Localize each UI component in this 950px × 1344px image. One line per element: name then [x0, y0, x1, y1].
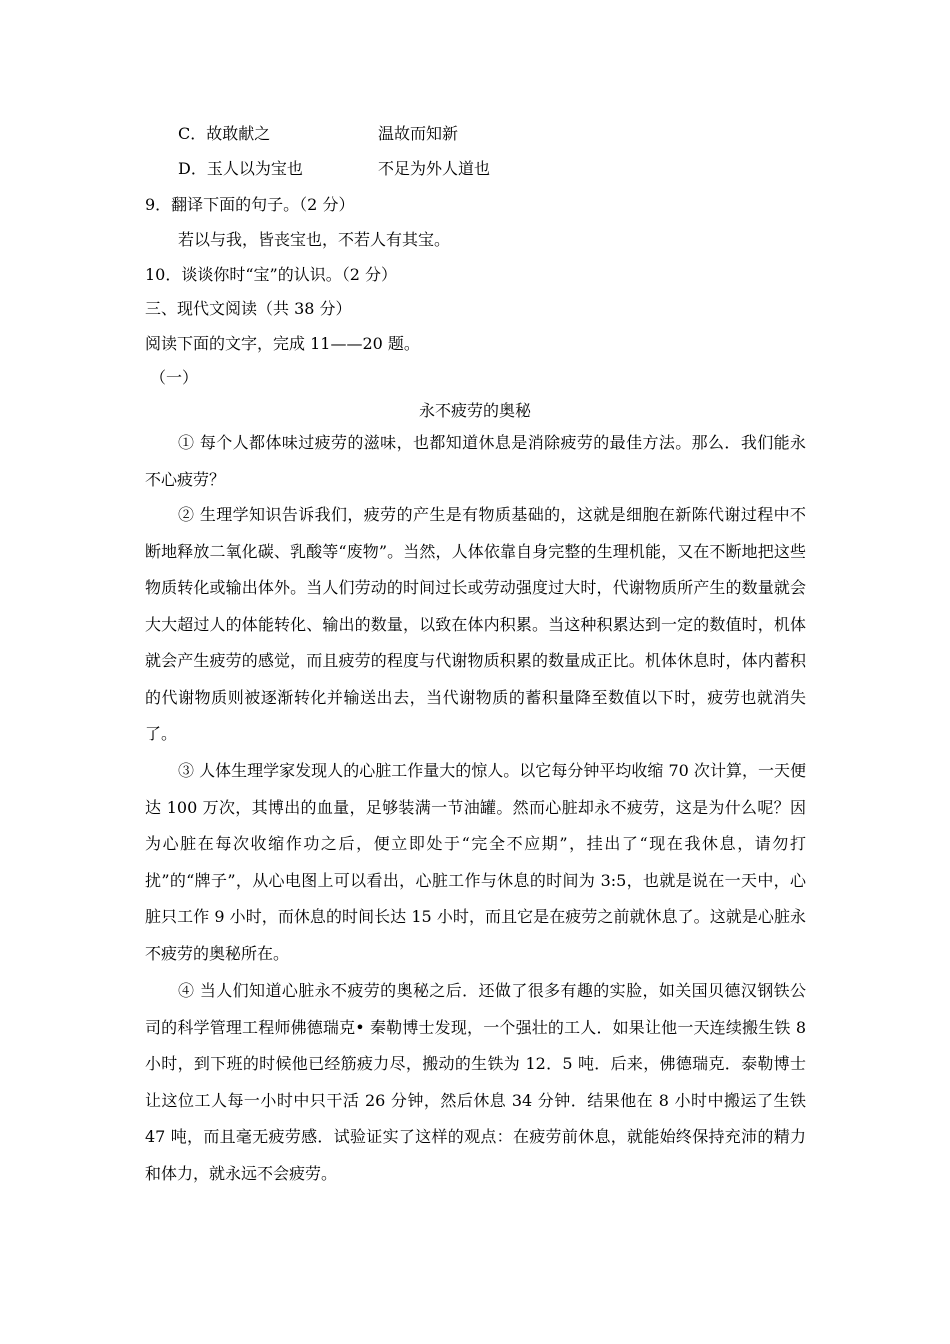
- option-c-right: 温故而知新: [378, 124, 459, 143]
- article-paragraph-4: ④ 当人们知道心脏永不疲劳的奥秘之后．还做了很多有趣的实脸，如关国贝德汉钢铁公司的科学管理工程师佛德瑞克• 秦勒博士发现，一个强壮的工人．如果让他一天连续搬生铁 8 小时，到下班的时候他已经筋疲力尽，搬动的生铁为 12．5 吨．后来，佛德瑞克．泰勒博士让这位工人每一小时中只干活 26 分钟，然后休息 34 分钟．结果他在 8 小时中搬运了生铁 47 吨，而且毫无疲劳感．试验证实了这样的观点：在疲劳前休息，就能始终保持充沛的精力和体力，就永远不会疲劳。: [145, 981, 806, 1183]
- question-10: 10．谈谈你时“宝”的认识。（2 分）: [145, 265, 397, 284]
- option-c-left: C．故敢献之: [178, 124, 271, 143]
- question-9-sentence: 若以与我，皆丧宝也，不若人有其宝。: [178, 230, 451, 249]
- section-heading: 三、现代文阅读（共 38 分）: [145, 299, 352, 318]
- article-paragraph-2: ② 生理学知识告诉我们，疲劳的产生是有物质基础的，这就是细胞在新陈代谢过程中不断地释放二氧化碳、乳酸等“废物”。当然，人体依靠自身完整的生理机能，又在不断地把这些物质转化或输出体外。当人们劳动的时间过长或劳动强度过大时，代谢物质所产生的数量就会大大超过人的体能转化、输出的数量，以致在体内积累。当这种积累达到一定的数值时，机体就会产生疲劳的感觉，而且疲劳的程度与代谢物质积累的数量成正比。机体休息时，体内蓄积的代谢物质则被逐渐转化并输送出去，当代谢物质的蓄积量降至数值以下时，疲劳也就消失了。: [145, 505, 806, 743]
- article-paragraph-1: ① 每个人都体味过疲劳的滋味，也都知道休息是消除疲劳的最佳方法。那么．我们能永不心疲劳？: [145, 433, 806, 489]
- option-d-right: 不足为外人道也: [378, 159, 491, 178]
- option-d-left: D．玉人以为宝也: [178, 159, 303, 178]
- section-instruction: 阅读下面的文字，完成 11——20 题。: [145, 334, 420, 353]
- subsection-label: （一）: [150, 368, 199, 387]
- question-9: 9．翻译下面的句子。（2 分）: [145, 195, 355, 214]
- article-title: 永不疲劳的奥秘: [418, 401, 531, 420]
- article-paragraph-3: ③ 人体生理学家发现人的心脏工作量大的惊人。以它每分钟平均收缩 70 次计算，一天便达 100 万次，其博出的血量，足够装满一节油罐。然而心脏却永不疲劳，这是为什么呢？因为心脏在每次收缩作功之后，便立即处于“完全不应期”，挂出了“现在我休息，请勿打扰”的“牌子”，从心电图上可以看出，心脏工作与休息的时间为 3:5，也就是说在一天中，心脏只工作 9 小时，而休息的时间长达 15 小时，而且它是在疲劳之前就休息了。这就是心脏永不疲劳的奥秘所在。: [145, 761, 806, 963]
